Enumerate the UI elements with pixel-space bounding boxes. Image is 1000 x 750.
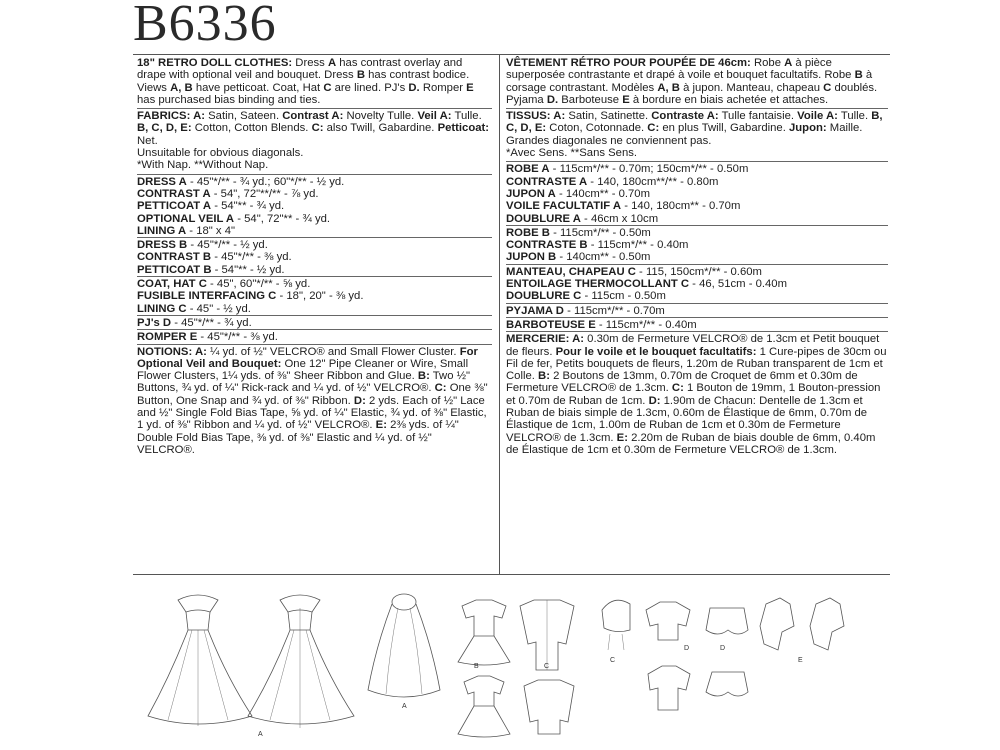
yardage-row (137, 251, 492, 263)
yardage-value: - 115cm*/** - 0.40m (595, 318, 697, 331)
garment-label: LINING C (137, 302, 187, 315)
body-text: 2 Boutons de 13mm, 0.70m de Croquet de 6mm et 0.30m de Fermeture VELCRO® de 1.3cm. (506, 370, 858, 395)
fabrics-paragraph-fr (506, 110, 888, 135)
emphasis-text: Voile A: (797, 110, 838, 123)
body-text: Net. (137, 134, 158, 147)
yardage-separator (506, 161, 888, 162)
emphasis-text: Veil A: (417, 110, 452, 123)
yardage-value: - 115, 150cm*/** - 0.60m (635, 265, 762, 278)
yardage-value: - 18", 20" - ⅜ yd. (276, 290, 364, 303)
emphasis-text: E (622, 93, 630, 106)
yardage-row (137, 303, 492, 315)
yardage-value: - 115cm*/** - 0.40m (587, 239, 689, 252)
garment-label: PYJAMA D (506, 304, 564, 317)
emphasis-text: Contraste A: (651, 110, 719, 123)
yardage-value: - 45", 60"*/** - ⅝ yd. (206, 278, 311, 291)
body-text: Robe (750, 57, 785, 69)
body-text: 1.90m de Chacun: Dentelle de 1.3cm et Ruban de biais simple de 1.3cm, 0.60m de Élastique de 6mm, 0.70m de Élastique de 1cm, 1.00m de Ruban de 1cm et 0.30m de Fermeture VELCRO® de 1.3cm. (506, 394, 868, 444)
garment-label: OPTIONAL VEIL A (137, 212, 235, 225)
garment-label: DRESS B (137, 239, 188, 252)
yardage-row (506, 290, 888, 302)
body-text: doublés. Pyjama (506, 81, 878, 106)
yardage-row (137, 176, 492, 188)
yardage-value: - 115cm*/** - 0.70m; 150cm*/** - 0.50m (549, 163, 749, 176)
pj-top-d-drawing (646, 602, 690, 710)
emphasis-text: A (327, 57, 337, 69)
body-text: Novelty Tulle. (343, 110, 418, 123)
yardage-value: - 18" x 4" (186, 224, 236, 237)
garment-label: ROBE B (506, 226, 550, 239)
body-text: Tulle. (451, 110, 482, 123)
emphasis-text: B: (538, 370, 550, 383)
body-text: also Twill, Gabardine. (323, 122, 438, 135)
notions-section (137, 346, 492, 459)
intro-text (137, 57, 492, 108)
notions-section-fr (506, 333, 888, 458)
dress-a-front-drawing (148, 595, 252, 726)
emphasis-text: E: (616, 431, 628, 444)
yardage-row (506, 200, 888, 212)
yardage-row (137, 225, 492, 237)
yardage-value: - 54"** - ½ yd. (211, 263, 285, 276)
garment-label: ENTOILAGE THERMOCOLLANT C (506, 278, 690, 291)
garment-label: VOILE FACULTATIF A (506, 200, 622, 213)
yardage-value: - 54"** - ¾ yd. (211, 200, 285, 213)
yardage-value: - 115cm*/** - 0.50m (549, 226, 651, 239)
emphasis-text: B, C, D, E: (506, 110, 883, 135)
intro-text-fr (506, 57, 888, 108)
emphasis-text: C: (311, 122, 324, 135)
yardage-value: - 45"*/** - ¾ yd. (171, 316, 252, 329)
garment-label: FUSIBLE INTERFACING C (137, 290, 277, 303)
emphasis-text: Petticoat: (437, 122, 490, 135)
yardage-value: - 45" - ½ yd. (186, 302, 251, 315)
emphasis-text: VÊTEMENT RÉTRO POUR POUPÉE DE 46cm: (506, 57, 751, 69)
body-text: Two ½" Buttons, ¾ yd. of ¼" Rick-rack and ¼ yd. of ½" VELCRO®. (137, 370, 471, 395)
emphasis-text: D: (353, 394, 366, 407)
yardage-row (137, 239, 492, 251)
emphasis-text: B: (417, 370, 430, 383)
yardage-value: - 54", 72"**/** - ⅞ yd. (210, 187, 319, 200)
garment-label: CONTRAST A (137, 187, 211, 200)
yardage-value: - 115cm*/** - 0.70m (563, 304, 665, 317)
body-text: 2.20m de Ruban de biais double de 6mm, 0.40m de Élastique de 1cm et 0.30m de Fermeture VELCRO® de 1.3cm. (506, 431, 876, 456)
yardage-separator (506, 317, 888, 318)
emphasis-text: MERCERIE: A: (506, 333, 585, 346)
garment-label: MANTEAU, CHAPEAU C (506, 265, 636, 278)
body-text: en plus Twill, Gabardine. (659, 122, 789, 135)
yardage-value: - 46, 51cm - 0.40m (689, 278, 787, 291)
yardage-row (137, 213, 492, 225)
body-text: One 12" Pipe Cleaner or Wire, Small Flower Clusters, 1¼ yds. of ⅜" Sheer Ribbon and Glue. (137, 357, 469, 383)
body-text: Tulle. (837, 110, 872, 123)
emphasis-text: For Optional Veil and Bouquet: (137, 345, 478, 370)
bottom-rule (133, 574, 890, 575)
garment-label: DRESS A (137, 175, 187, 188)
intro-paragraph-fr (506, 57, 888, 106)
pj-bottom-d-drawing (706, 608, 748, 696)
yardage-table-fr (506, 161, 888, 332)
yardage-row (137, 290, 492, 302)
nap-note: *With Nap. **Without Nap. (137, 159, 269, 172)
garment-label: CONTRASTE A (506, 175, 588, 188)
body-text: Dress (292, 57, 328, 69)
body-text: Romper (419, 81, 467, 94)
garment-label: CONTRAST B (137, 251, 212, 264)
fabric-note: Unsuitable for obvious diagonals. (137, 147, 304, 160)
veil-a-label: A (402, 703, 407, 710)
emphasis-text: E: (375, 419, 387, 432)
garment-label: PETTICOAT A (137, 200, 212, 213)
yardage-row (506, 227, 888, 239)
body-text: à bordure en biais achetée et attaches. (629, 93, 829, 106)
garment-label: JUPON A (506, 187, 556, 200)
yardage-value: - 45"*/** - ⅜ yd. (197, 331, 278, 344)
garment-label: ROMPER E (137, 331, 198, 344)
body-text: 2⅜ yds. of ¼" Double Fold Bias Tape, ⅜ yd. of ⅜" Elastic and ¼ yd. of ½" VELCRO®. (137, 419, 459, 456)
fabrics-section-fr (506, 110, 888, 161)
fabrics-paragraph (137, 110, 492, 147)
yardage-row (506, 188, 888, 200)
yardage-separator (506, 331, 888, 332)
veil-a-drawing (368, 594, 440, 697)
notions-paragraph (137, 346, 492, 457)
yardage-value: - 140, 180cm** - 0.70m (621, 200, 741, 213)
emphasis-text: B, C, D, E: (137, 122, 192, 135)
garment-label: PJ's D (137, 316, 172, 329)
column-divider (499, 54, 500, 574)
yardage-value: - 45"*/** - ½ yd. (187, 239, 268, 252)
garment-label: DOUBLURE C (506, 290, 582, 303)
yardage-row (506, 266, 888, 278)
yardage-row (506, 251, 888, 263)
body-text: Barboteuse (558, 93, 623, 106)
yardage-value: - 140, 180cm**/** - 0.80m (587, 175, 719, 188)
yardage-row (506, 163, 888, 175)
pj-top-d-label: D (684, 645, 690, 652)
emphasis-text: D. (546, 93, 559, 106)
yardage-separator (137, 237, 492, 238)
emphasis-text: C (823, 81, 832, 94)
yardage-separator (137, 329, 492, 330)
yardage-value: - 54", 72"** - ¾ yd. (234, 212, 331, 225)
pj-bottom-d-label: D (720, 645, 726, 652)
emphasis-text: Jupon: (789, 122, 827, 135)
garment-label: PETTICOAT B (137, 263, 212, 276)
hat-c-label: C (610, 657, 616, 664)
yardage-row (137, 278, 492, 290)
romper-e-label: E (798, 657, 803, 664)
body-text: Satin, Satinette. (565, 110, 652, 123)
yardage-separator (506, 264, 888, 265)
body-text: Cotton, Cotton Blends. (191, 122, 312, 135)
emphasis-text: A, B (657, 81, 680, 94)
body-text: Tulle fantaisie. (718, 110, 798, 123)
body-text: 2 yds. Each of ½" Lace and ½" Single Fold Bias Tape, ⅝ yd. of ¼" Elastic, ¾ yd. of ⅜" Elastic, 1 yd. of ⅜" Ribbon and ¼ yd. of ½" VELCRO®. (137, 394, 487, 432)
yardage-value: - 115cm - 0.50m (581, 290, 666, 303)
yardage-row (506, 176, 888, 188)
garment-label: COAT, HAT C (137, 278, 207, 291)
body-text: à jupon. Manteau, chapeau (679, 81, 824, 94)
emphasis-text: NOTIONS: A: (137, 345, 207, 358)
body-text: Maille. (826, 122, 863, 135)
yardage-row (506, 305, 888, 317)
emphasis-text: 18" RETRO DOLL CLOTHES: (137, 57, 293, 69)
yardage-value: - 140cm** - 0.70m (555, 187, 650, 200)
coat-c-label: C (544, 663, 550, 670)
romper-e-drawing (760, 598, 844, 650)
dress-b-label: B (474, 663, 479, 670)
emphasis-text: B (356, 69, 365, 82)
english-column (137, 57, 492, 458)
section-separator (137, 108, 492, 109)
yardage-row (137, 188, 492, 200)
garment-drawings (140, 586, 880, 746)
body-text: Satin, Sateen. (205, 110, 283, 123)
hat-c-drawing (602, 600, 630, 650)
body-text: 0.30m de Fermeture VELCRO® de 1.3cm et Petit bouquet de fleurs. (506, 333, 880, 358)
emphasis-text: C: (434, 382, 447, 395)
yardage-separator (137, 315, 492, 316)
yardage-separator (137, 276, 492, 277)
garment-label: JUPON B (506, 251, 557, 264)
yardage-value: - 46cm x 10cm (580, 212, 659, 225)
garment-label: LINING A (137, 224, 187, 237)
body-text: Coton, Cotonnade. (546, 122, 648, 135)
emphasis-text: Pour le voile et le bouquet facultatifs: (555, 345, 757, 358)
garment-label: ROBE A (506, 163, 550, 176)
emphasis-text: B (854, 69, 863, 82)
body-text: have petticoat. Coat, Hat (192, 81, 324, 94)
yardage-row (137, 264, 492, 276)
body-text: à pièce superposée contrastante et drapé à voile et bouquet facultatifs. Robe (506, 57, 855, 82)
emphasis-text: FABRICS: A: (137, 110, 205, 123)
body-text: has purchased bias binding and ties. (137, 93, 321, 106)
yardage-value: - 45"*/** - ¾ yd.; 60"*/** - ½ yd. (186, 175, 345, 188)
french-column (506, 57, 888, 458)
yardage-separator (506, 303, 888, 304)
top-rule (133, 54, 890, 55)
pattern-number: B6336 (133, 0, 277, 52)
yardage-row (506, 278, 888, 290)
fabric-note-fr: Grandes diagonales ne conviennent pas. (506, 134, 712, 147)
emphasis-text: D: (648, 394, 661, 407)
emphasis-text: Contrast A: (282, 110, 344, 123)
yardage-table (137, 174, 492, 345)
body-text: has contrast bodice. Views (137, 69, 470, 94)
section-separator (506, 108, 888, 109)
garment-label: BARBOTEUSE E (506, 318, 596, 331)
emphasis-text: C: (647, 122, 660, 135)
nap-note-fr: *Avec Sens. **Sans Sens. (506, 147, 638, 160)
emphasis-text: TISSUS: A: (506, 110, 566, 123)
yardage-separator (137, 344, 492, 345)
yardage-separator (137, 174, 492, 175)
dress-b-drawing (458, 600, 510, 737)
yardage-row (506, 319, 888, 331)
emphasis-text: C (323, 81, 332, 94)
body-text: ¼ yd. of ½" VELCRO® and Small Flower Cluster. (206, 345, 460, 358)
yardage-value: - 45"*/** - ⅜ yd. (211, 251, 292, 264)
body-text: 1 Cure-pipes de 30cm ou Fil de fer, Petits bouquets de fleurs, 1.20m de Ruban transparent de 1cm et Colle. (506, 345, 887, 383)
yardage-row (506, 213, 888, 225)
yardage-value: - 140cm** - 0.50m (556, 251, 651, 264)
garment-label: DOUBLURE A (506, 212, 581, 225)
garment-label: CONTRASTE B (506, 239, 588, 252)
emphasis-text: A, B (170, 81, 193, 94)
body-text: 1 Bouton de 19mm, 1 Bouton-pression et 0.70m de Ruban de 1cm. (506, 382, 881, 407)
fabrics-section (137, 110, 492, 173)
body-text: à corsage contrastant. Modèles (506, 69, 873, 94)
yardage-row (137, 331, 492, 343)
intro-paragraph (137, 57, 492, 106)
yardage-row (137, 317, 492, 329)
body-text: are lined. PJ's (331, 81, 409, 94)
emphasis-text: E (466, 81, 474, 94)
notions-paragraph-fr (506, 333, 888, 456)
emphasis-text: D. (408, 81, 420, 94)
body-text: has contrast overlay and drape with optional veil and bouquet. Dress (137, 57, 463, 82)
yardage-row (506, 239, 888, 251)
yardage-row (137, 200, 492, 212)
yardage-separator (506, 225, 888, 226)
emphasis-text: C: (671, 382, 684, 395)
dress-a-back-drawing (248, 595, 354, 728)
emphasis-text: A (784, 57, 793, 69)
body-text: One ⅜" Button, One Snap and ¾ yd. of ⅜" Ribbon. (137, 382, 488, 407)
dress-a-label: A (258, 731, 263, 738)
